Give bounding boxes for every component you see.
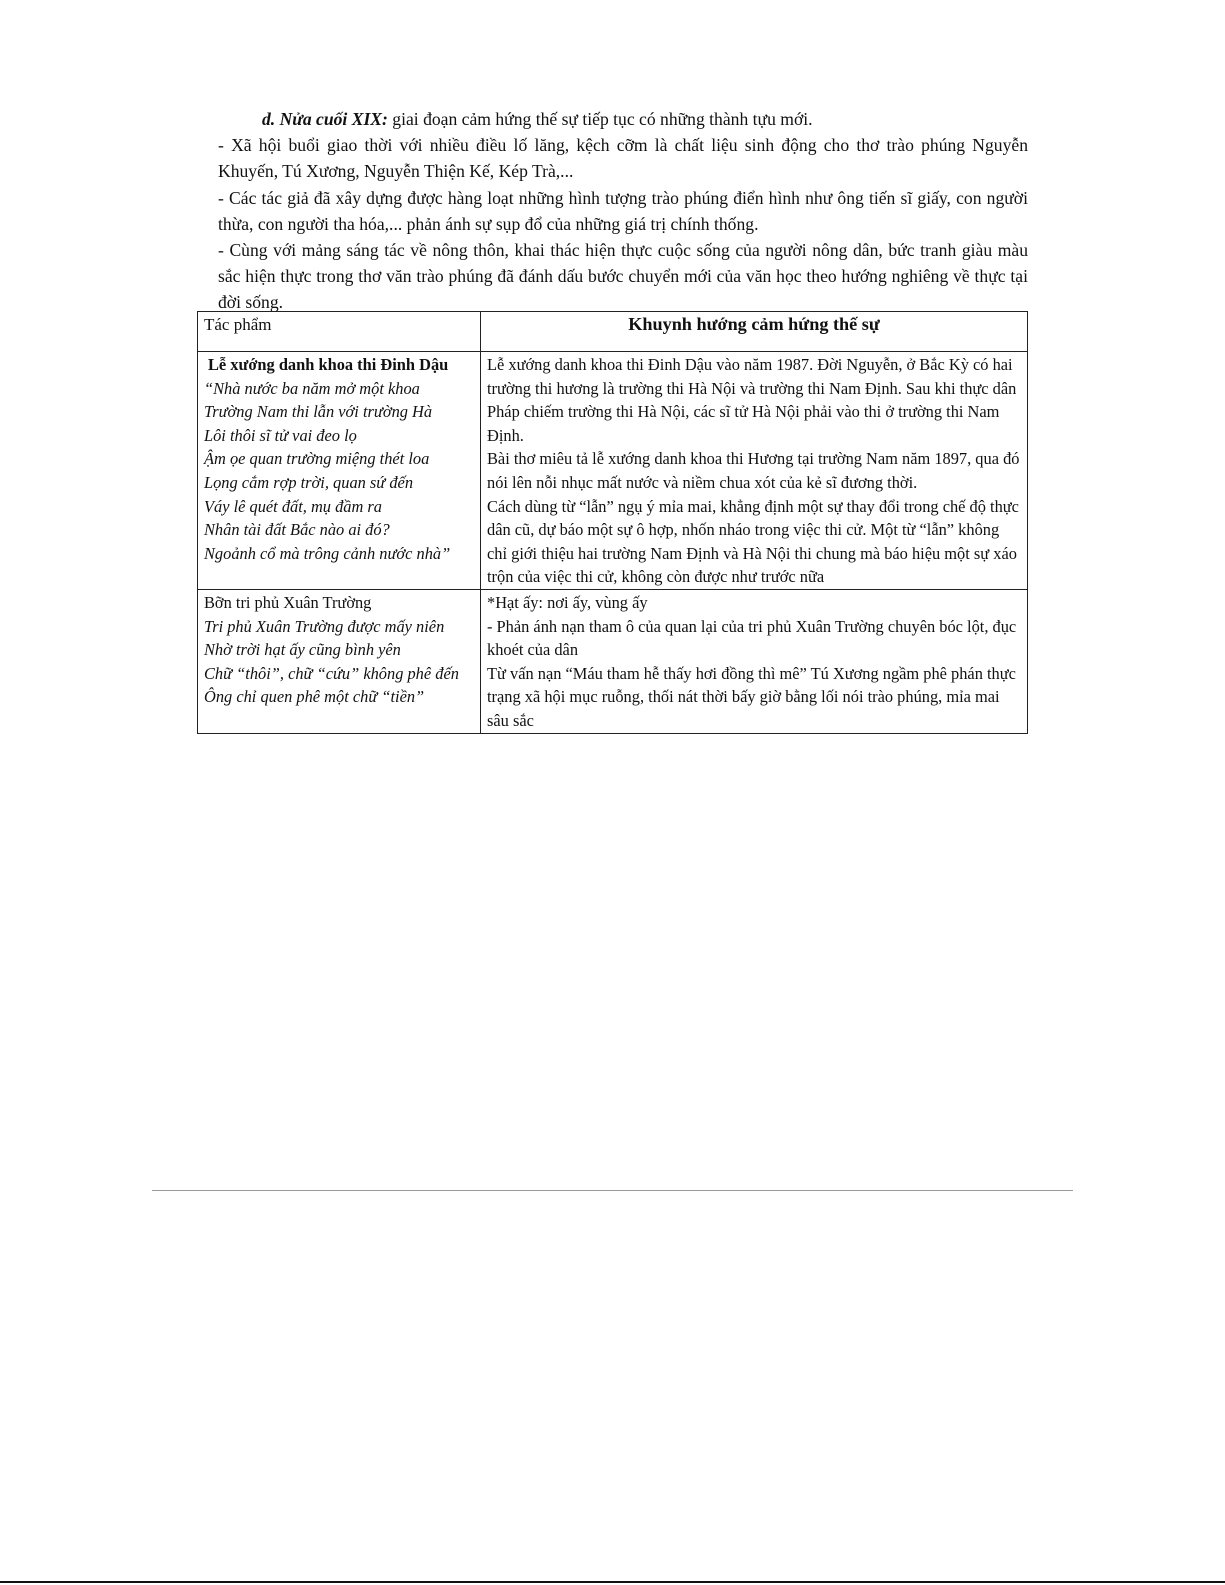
paragraph: - Các tác giả đã xây dựng được hàng loạt những hình tượng trào phúng điển hình như ông tiến sĩ giấy, con người thừa, con người tha hóa,... phản ánh sự sụp đổ của những giá trị chính thống.	[218, 187, 1028, 234]
verse-line: Ậm ọe quan trường miệng thét loa	[204, 449, 430, 469]
tendency-cell	[481, 352, 1028, 590]
header-tendency: Khuynh hướng cảm hứng thế sự	[481, 312, 1028, 352]
verse-line: Váy lê quét đất, mụ đầm ra	[204, 496, 382, 516]
verse-line: Tri phủ Xuân Trường được mấy niên	[204, 616, 445, 636]
note: Lễ xướng danh khoa thi Đinh Dậu vào năm 1987. Đời Nguyễn, ở Bắc Kỳ có hai trường thi hương là trường thi Hà Nội và trường thi Nam Định. Sau khi thực dân Pháp chiếm trường thi Hà Nội, các sĩ tử Hà Nội phải vào thi ở trường thi Nam Định.	[487, 355, 1017, 445]
verse-line: Ông chỉ quen phê một chữ “tiền”	[204, 687, 425, 707]
table-row	[198, 589, 1028, 733]
verse-line: Chữ “thôi”, chữ “cứu” không phê đến	[204, 663, 459, 683]
verse-line: Nhân tài đất Bắc nào ai đó?	[204, 520, 390, 540]
section-lead-rest: giai đoạn cảm hứng thế sự tiếp tục có những thành tựu mới.	[387, 109, 813, 129]
paragraph: - Xã hội buổi giao thời với nhiều điều lố lăng, kệch cỡm là chất liệu sinh động cho thơ trào phúng Nguyễn Khuyến, Tú Xương, Nguyễn Thiện Kế, Kép Trà,...	[218, 135, 1028, 182]
table-row	[198, 352, 1028, 590]
section-heading	[218, 106, 1028, 132]
note: *Hạt ấy: nơi ấy, vùng ấy	[487, 592, 648, 612]
work-title: Bỡn tri phủ Xuân Trường	[204, 592, 372, 612]
paragraph: - Cùng với mảng sáng tác về nông thôn, khai thác hiện thực cuộc sống của người nông dân, bức tranh giàu màu sắc hiện thực trong thơ văn trào phúng đã đánh dấu bước chuyển mới của văn học theo hướng nghiêng về thực tại đời sống.	[218, 240, 1028, 313]
note: Cách dùng từ “lẫn” ngụ ý mỉa mai, khẳng định một sự thay đổi trong chế độ thực dân cũ, dự báo một sự ô hợp, nhốn nháo trong việc thi cử. Một từ “lẫn” không chỉ giới thiệu hai trường Nam Định và Hà Nội thi chung mà báo hiệu một sự xáo trộn của việc thi cử, không còn được như trước nữa	[487, 496, 1019, 587]
table-header-row	[198, 312, 1028, 352]
section-lead: d. Nửa cuối XIX:	[262, 109, 388, 129]
document-body	[218, 106, 1028, 316]
note: Từ vấn nạn “Máu tham hễ thấy hơi đồng thì mê” Tú Xương ngầm phê phán thực trạng xã hội mục ruỗng, thối nát thời bấy giờ bằng lối nói trào phúng, mỉa mai sâu sắc	[487, 663, 1016, 730]
note: - Phản ánh nạn tham ô của quan lại của tri phủ Xuân Trường chuyên bóc lột, đục khoét của dân	[487, 616, 1017, 660]
work-cell	[198, 352, 481, 590]
work-title: Lễ xướng danh khoa thi Đinh Dậu	[208, 355, 449, 374]
verse-line: Lọng cắm rợp trời, quan sứ đến	[204, 472, 414, 492]
header-works: Tác phẩm	[198, 312, 481, 352]
works-table	[197, 311, 1028, 734]
tendency-cell	[481, 589, 1028, 733]
verse-line: Nhờ trời hạt ấy cũng bình yên	[204, 640, 401, 660]
page-separator	[152, 1190, 1073, 1191]
verse-line: “Nhà nước ba năm mở một khoa	[204, 378, 420, 398]
verse-line: Ngoảnh cổ mà trông cảnh nước nhà”	[204, 543, 451, 563]
note: Bài thơ miêu tả lễ xướng danh khoa thi Hương tại trường Nam năm 1897, qua đó nói lên nỗi nhục mất nước và niềm chua xót của kẻ sĩ đương thời.	[487, 449, 1020, 492]
verse-line: Trường Nam thi lẫn với trường Hà	[204, 402, 433, 422]
verse-line: Lôi thôi sĩ tử vai đeo lọ	[204, 425, 357, 445]
work-cell	[198, 589, 481, 733]
footer-divider	[0, 1581, 1225, 1583]
